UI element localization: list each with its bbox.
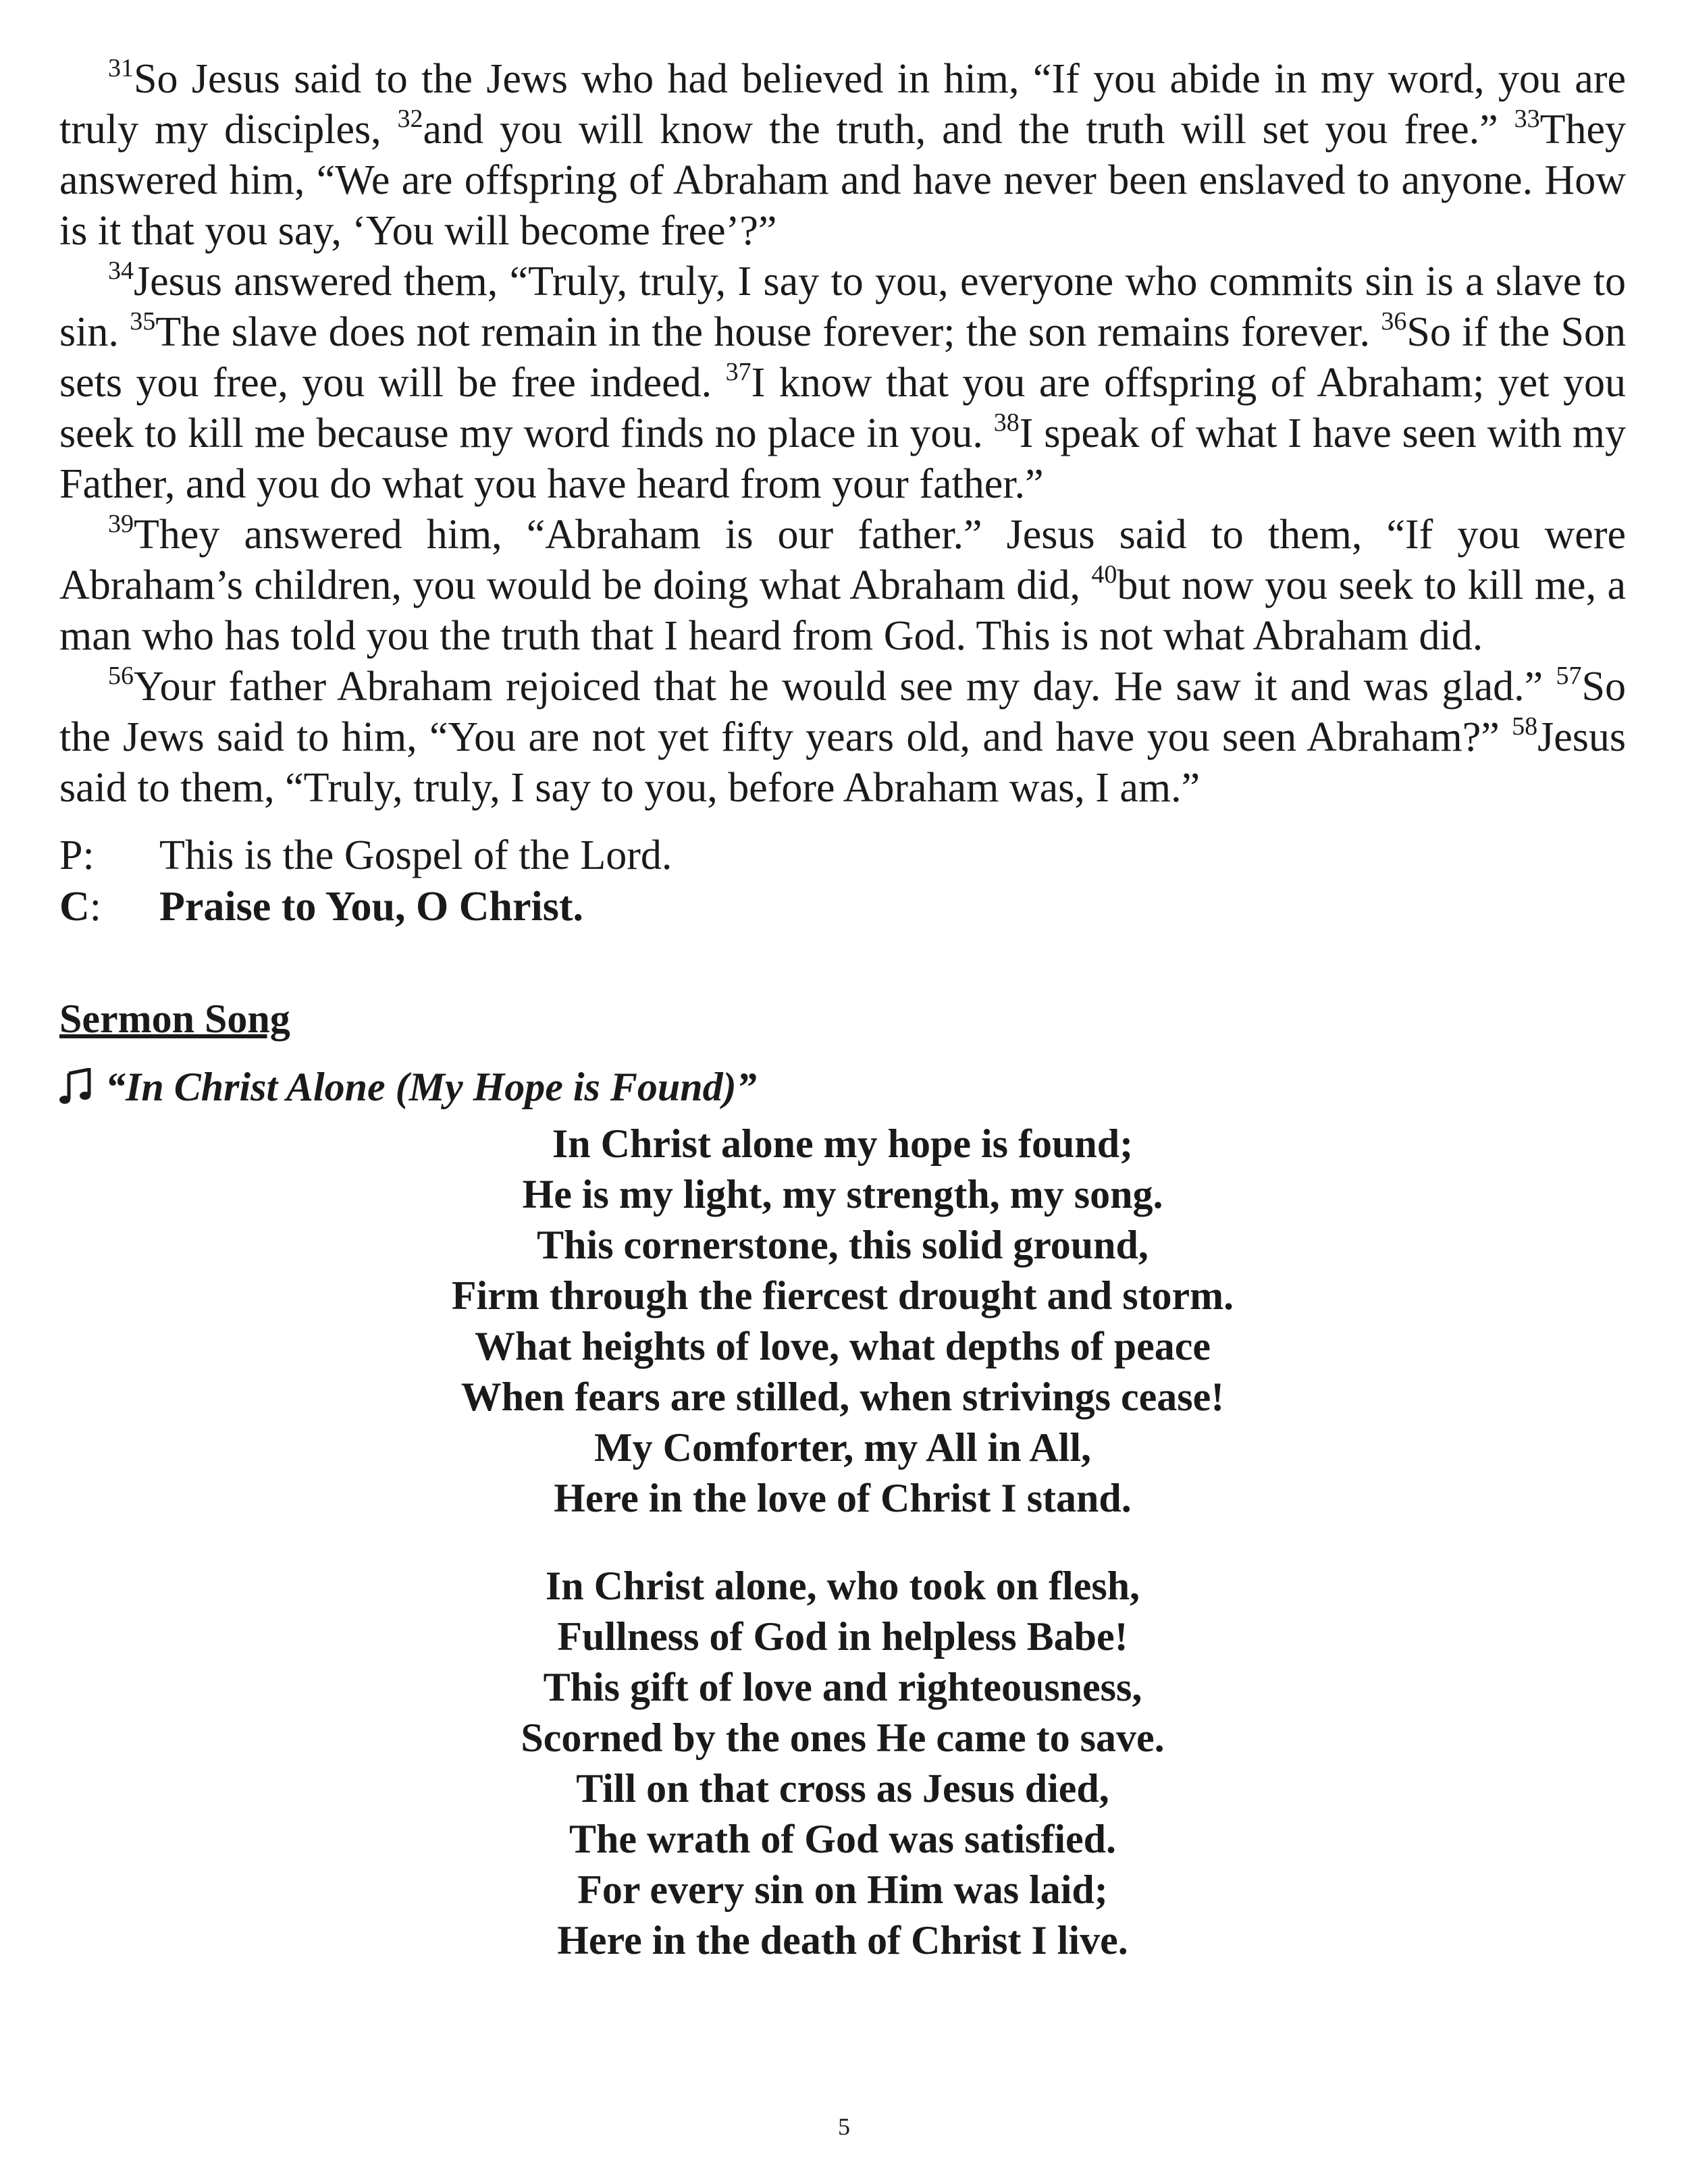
- verse-number: 32: [397, 105, 423, 133]
- song-title: [59, 1062, 1626, 1112]
- reading-paragraph: [59, 54, 1626, 257]
- sermon-song-heading: Sermon Song: [59, 996, 290, 1041]
- verse-text: but now you seek to kill me, a man who has told you the truth that I heard from God. This is not what Abraham did.: [59, 562, 1626, 659]
- verse-text: So if the Son sets you free, you will be free indeed.: [59, 309, 1627, 406]
- response-speaker-p: P:: [59, 832, 95, 878]
- verse-text: The slave does not remain in the house forever; the son remains forever.: [155, 309, 1381, 355]
- verse-number: 34: [108, 257, 134, 285]
- verse-number: 39: [108, 510, 134, 538]
- verse-text: So the Jews said to him, “You are not yet fifty years old, and have you seen Abraham?”: [59, 664, 1626, 760]
- verse-text: and you will know the truth, and the truth will set you free.”: [423, 107, 1514, 153]
- lyric-line: Till on that cross as Jesus died,: [576, 1766, 1109, 1811]
- lyric-line: My Comforter, my All in All,: [594, 1425, 1092, 1470]
- lyric-line: Scorned by the ones He came to save.: [521, 1715, 1165, 1760]
- lyric-line: Here in the love of Christ I stand.: [554, 1476, 1132, 1520]
- reading-paragraph: [59, 662, 1626, 814]
- song-verse: [59, 1561, 1626, 1966]
- verse-text: I speak of what I have seen with my Father, and you do what you have heard from your father.”: [59, 410, 1626, 507]
- response-text-p: This is the Gospel of the Lord.: [159, 832, 672, 878]
- verse-number: 57: [1556, 662, 1582, 690]
- lyric-line: He is my light, my strength, my song.: [522, 1172, 1163, 1217]
- verse-number: 38: [993, 408, 1020, 437]
- lyric-line: The wrath of God was satisfied.: [569, 1817, 1117, 1861]
- lyric-line: Here in the death of Christ I live.: [557, 1918, 1128, 1963]
- verse-number: 58: [1512, 712, 1538, 741]
- pastor-response: [59, 830, 1626, 881]
- verse-number: 31: [108, 54, 134, 82]
- congregation-response: [59, 881, 1626, 932]
- verse-text: They answered him, “We are offspring of Abraham and have never been enslaved to anyone. How is it that you say, ‘You will become free’?”: [59, 107, 1626, 254]
- music-note-icon: [59, 1068, 92, 1106]
- reading-paragraph: [59, 257, 1626, 510]
- lyric-line: What heights of love, what depths of peace: [475, 1324, 1211, 1368]
- verse-text: Your father Abraham rejoiced that he would see my day. He saw it and was glad.”: [134, 664, 1556, 710]
- page-number: 5: [838, 2113, 850, 2140]
- lyric-line: Firm through the fiercest drought and storm.: [451, 1273, 1234, 1318]
- bulletin-page: [59, 54, 1626, 1966]
- lyric-line: When fears are stilled, when strivings cease!: [460, 1375, 1225, 1419]
- verse-text: I know that you are offspring of Abraham; yet you seek to kill me because my word finds no place in you.: [59, 360, 1626, 456]
- reading-paragraph: [59, 510, 1626, 662]
- gospel-reading: [59, 54, 1626, 814]
- verse-number: 56: [108, 662, 134, 690]
- lyric-line: Fullness of God in helpless Babe!: [557, 1614, 1128, 1659]
- song-verse: [59, 1119, 1626, 1524]
- response-text-c: Praise to You, O Christ.: [159, 884, 583, 930]
- lyric-line: This cornerstone, this solid ground,: [537, 1223, 1149, 1267]
- verse-text: Jesus said to them, “Truly, truly, I say to you, before Abraham was, I am.”: [59, 714, 1626, 811]
- verse-number: 35: [130, 307, 156, 336]
- verse-text: They answered him, “Abraham is our father.” Jesus said to them, “If you were Abraham’s children, you would be doing what Abraham did,: [59, 512, 1626, 608]
- verse-number: 37: [725, 358, 751, 386]
- response-speaker-c: C:: [59, 884, 102, 930]
- verse-text: So Jesus said to the Jews who had believed in him, “If you abide in my word, you are truly my disciples,: [59, 56, 1626, 153]
- lyric-line: This gift of love and righteousness,: [543, 1665, 1142, 1709]
- lyric-line: In Christ alone, who took on flesh,: [545, 1564, 1140, 1608]
- lyric-line: In Christ alone my hope is found;: [552, 1121, 1134, 1166]
- verse-text: Jesus answered them, “Truly, truly, I say to you, everyone who commits sin is a slave to sin.: [59, 259, 1626, 355]
- song-title-text: “In Christ Alone (My Hope is Found)”: [105, 1065, 757, 1109]
- verse-number: 40: [1091, 560, 1117, 589]
- lyric-line: For every sin on Him was laid;: [577, 1867, 1108, 1912]
- verse-number: 33: [1514, 105, 1540, 133]
- verse-number: 36: [1381, 307, 1407, 336]
